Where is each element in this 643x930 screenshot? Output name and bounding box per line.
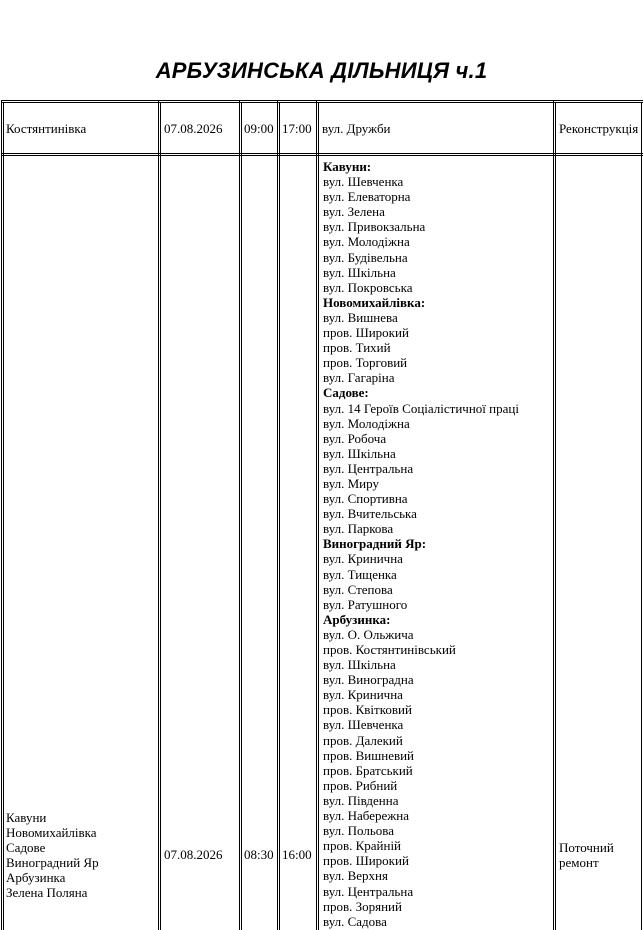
settlement-name: Новомихайлівка <box>6 825 97 841</box>
street-item: вул. Привокзальна <box>323 219 426 235</box>
street-item: вул. Центральна <box>323 883 414 899</box>
street-item: вул. Польова <box>323 823 394 839</box>
col-line <box>641 102 642 930</box>
end-time-cell: 17:00 <box>282 121 312 136</box>
end-time-cell: 16:00 <box>282 847 312 862</box>
street-item: вул. Шкільна <box>323 657 396 673</box>
street-item: вул. Набережна <box>323 808 409 824</box>
start-time-cell: 09:00 <box>244 121 274 136</box>
street-item: вул. Молодіжна <box>323 234 410 250</box>
street-item: вул. Шевченка <box>323 717 404 733</box>
street-item: вул. Будівельна <box>323 249 408 265</box>
settlement-cell <box>6 810 99 901</box>
street-item: пров. Тихий <box>323 340 391 356</box>
street-item: пров. Широкий <box>323 325 409 341</box>
street-item: вул. Верхня <box>323 868 388 884</box>
table-border-top-inner <box>1 102 643 103</box>
street-item: вул. Садова <box>323 913 387 929</box>
street-item: пров. Широкий <box>323 853 409 869</box>
settlement-name: Зелена Поляна <box>6 885 88 901</box>
reason-cell: Реконструкція <box>559 121 639 136</box>
col-line <box>279 102 280 930</box>
settlement-group-heading: Новомихайлівка: <box>323 294 426 310</box>
street-item: пров. Братський <box>323 762 413 778</box>
street-item: пров. Крайній <box>323 838 402 854</box>
street-item: вул. Гагаріна <box>323 370 395 386</box>
settlement-name: Кавуни <box>6 810 47 825</box>
reason-line: ремонт <box>559 855 599 871</box>
col-line <box>318 102 319 930</box>
street-item: вул. Ратушного <box>323 596 408 612</box>
table-border-top <box>1 100 643 101</box>
col-line <box>555 102 556 930</box>
street-item: вул. Кринична <box>323 687 403 703</box>
street-item: вул. Робоча <box>323 430 387 446</box>
settlement-name: Виноградний Яр <box>6 855 99 871</box>
street-item: пров. Квітковий <box>323 702 412 718</box>
col-line <box>1 100 2 930</box>
col-line <box>277 100 278 930</box>
street-item: вул. Зелена <box>323 204 385 220</box>
settlement-group-heading: Арбузинка: <box>323 611 391 627</box>
street-item: вул. Степова <box>323 581 393 597</box>
start-time-cell: 08:30 <box>244 847 274 862</box>
settlement-cell: Костянтинівка <box>6 121 87 136</box>
settlement-group-heading: Садове: <box>323 385 369 401</box>
street-item: пров. Рибний <box>323 777 398 793</box>
settlement-group-heading: Виноградний Яр: <box>323 536 427 552</box>
reason-cell <box>559 840 614 870</box>
street-item: вул. Спортивна <box>323 491 408 507</box>
col-line <box>553 100 554 930</box>
street-item: вул. Молодіжна <box>323 415 410 431</box>
streets-cell: вул. Дружби <box>322 121 391 136</box>
street-item: вул. Виноградна <box>323 672 414 688</box>
settlement-group-heading: Кавуни: <box>323 159 372 174</box>
street-item: вул. Паркова <box>323 521 394 537</box>
street-item: вул. Вишнева <box>323 309 398 325</box>
street-item: вул. Вчительська <box>323 506 417 522</box>
street-item: пров. Вишневий <box>323 747 415 763</box>
col-line <box>160 102 161 930</box>
col-line <box>3 102 4 930</box>
col-line <box>241 102 242 930</box>
page-title: АРБУЗИНСЬКА ДІЛЬНИЦЯ ч.1 <box>155 58 488 83</box>
col-line <box>316 100 317 930</box>
street-item: пров. Торговий <box>323 355 408 371</box>
street-item: вул. Шкільна <box>323 264 396 280</box>
streets-cell <box>323 159 519 929</box>
reason-line: Поточний <box>559 840 614 855</box>
street-item: пров. Далекий <box>323 732 403 748</box>
street-item: вул. Шкільна <box>323 445 396 461</box>
date-cell: 07.08.2026 <box>164 847 223 862</box>
settlement-name: Арбузинка <box>6 870 66 886</box>
street-item: вул. Кринична <box>323 551 403 567</box>
street-item: пров. Костянтинівський <box>323 642 456 657</box>
street-item: вул. О. Ольжича <box>323 626 414 642</box>
street-item: вул. 14 Героїв Соціалістичної праці <box>323 400 519 416</box>
row-divider-inner <box>1 155 643 156</box>
street-item: пров. Зоряний <box>323 898 402 914</box>
street-item: вул. Миру <box>323 475 379 491</box>
street-item: вул. Елеваторна <box>323 189 411 205</box>
street-item: вул. Шевченка <box>323 174 404 190</box>
col-line <box>239 100 240 930</box>
row-divider <box>1 153 643 154</box>
settlement-name: Садове <box>6 840 46 856</box>
street-item: вул. Південна <box>323 792 399 808</box>
street-item: вул. Покровська <box>323 279 413 295</box>
date-cell: 07.08.2026 <box>164 121 223 136</box>
street-item: вул. Тищенка <box>323 566 397 582</box>
col-line <box>158 100 159 930</box>
street-item: вул. Центральна <box>323 460 414 476</box>
